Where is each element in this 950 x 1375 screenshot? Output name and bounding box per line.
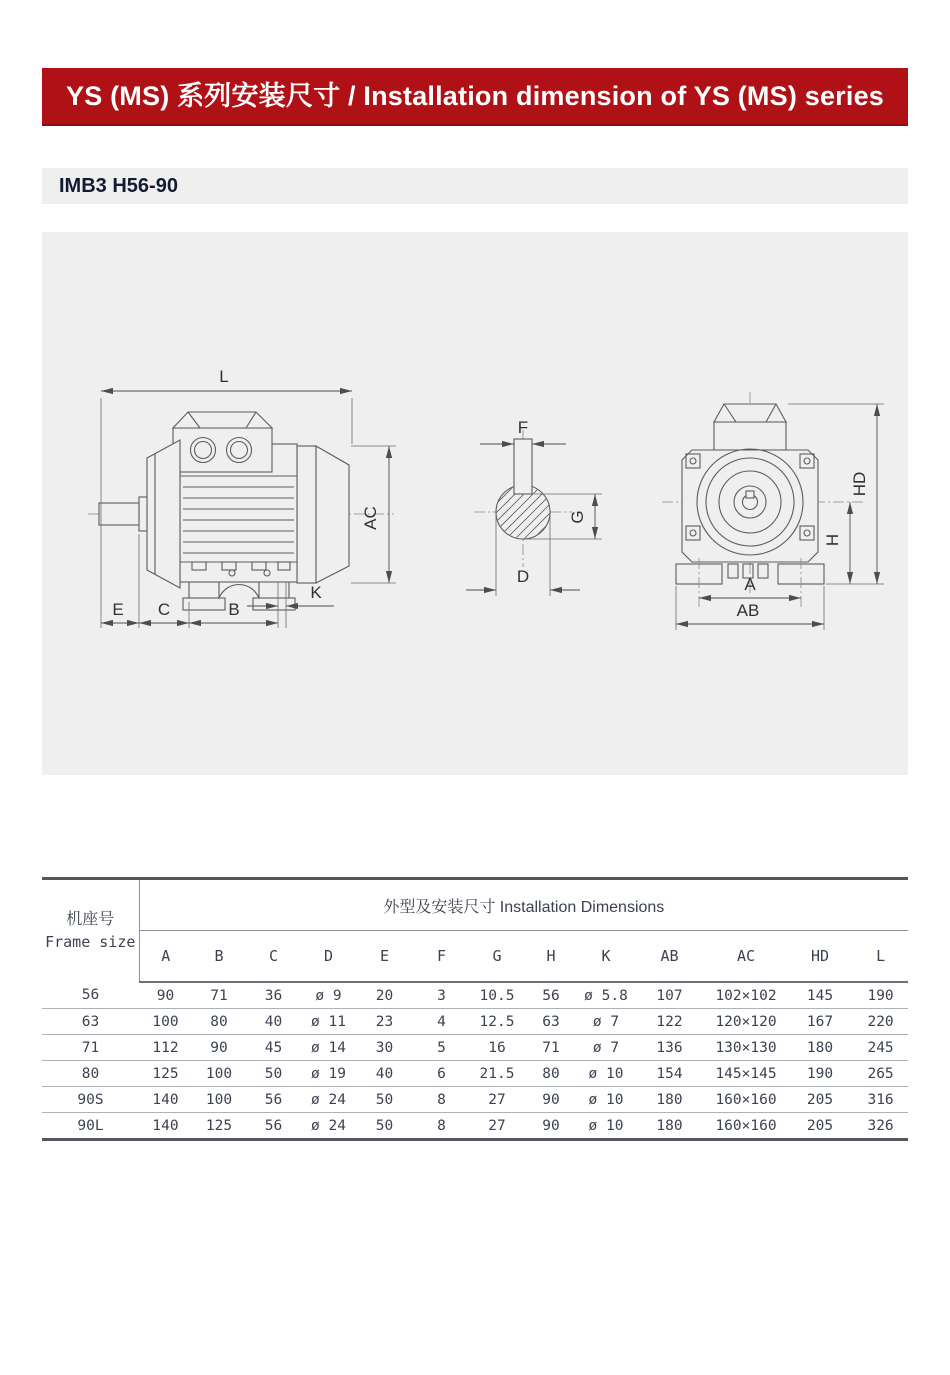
column-header: HD	[787, 931, 853, 983]
dimension-cell: 160×160	[705, 1087, 787, 1113]
dimension-cell: 30	[356, 1035, 413, 1061]
dimension-cell: 27	[488, 1117, 506, 1134]
dimension-cell: 12.5	[470, 1009, 524, 1035]
motor-drawing-svg	[42, 232, 908, 775]
table-row	[42, 982, 908, 1009]
dimension-cell: 130×130	[705, 1035, 787, 1061]
dimension-cell: ø 9	[301, 982, 356, 1009]
dim-label-B: B	[228, 600, 240, 619]
column-header: B	[192, 931, 246, 983]
column-header: A	[139, 931, 192, 983]
column-header: E	[356, 931, 413, 983]
frame-size-cell: 71	[42, 1035, 139, 1061]
dimension-cell: 40	[356, 1061, 413, 1087]
dimension-cell: 50	[356, 1087, 413, 1113]
dimension-cell: 112	[139, 1035, 192, 1061]
dimension-cell: 136	[634, 1035, 705, 1061]
frame-size-header	[42, 879, 139, 983]
table-row	[42, 1035, 908, 1061]
table-body	[42, 982, 908, 1140]
dimension-cell: 316	[853, 1087, 908, 1113]
page-title: YS (MS) 系列安装尺寸 / Installation dimension of YS (MS) series motor	[65, 81, 884, 168]
group-header: 外型及安装尺寸 Installation Dimensions	[139, 879, 908, 931]
dimension-cell: 50	[246, 1061, 301, 1087]
front-view	[662, 392, 884, 630]
frame-size-cell: 90L	[77, 1117, 104, 1134]
dimension-cell: 190	[787, 1061, 853, 1087]
column-header: L	[853, 931, 908, 983]
dimension-cell: 8	[413, 1087, 470, 1113]
column-header: AC	[705, 931, 787, 983]
dimension-cell: 20	[356, 982, 413, 1009]
dimension-cell: 140	[152, 1117, 179, 1134]
dimension-cell: 245	[853, 1035, 908, 1061]
dimension-cell: 56	[246, 1087, 301, 1113]
dimension-cell: 154	[634, 1061, 705, 1087]
dimension-cell: 180	[656, 1117, 683, 1134]
dimension-cell: ø 5.8	[578, 982, 634, 1009]
dimension-cell: 205	[806, 1117, 834, 1134]
dimension-cell: 265	[853, 1061, 908, 1087]
dimension-cell: ø 10	[588, 1117, 624, 1134]
dim-label-HD: HD	[850, 471, 869, 497]
shaft-section-view	[448, 418, 613, 596]
dim-label-AC: AC	[361, 506, 380, 530]
dimension-cell: 180	[634, 1087, 705, 1113]
frame-size-cell: 80	[42, 1061, 139, 1087]
column-header: G	[470, 931, 524, 983]
dimension-cell: 100	[139, 1009, 192, 1035]
dimension-cell: ø 24	[311, 1117, 346, 1134]
side-view	[88, 367, 396, 628]
dim-label-L: L	[219, 367, 229, 386]
dimension-cell: 180	[787, 1035, 853, 1061]
dimension-cell: 16	[470, 1035, 524, 1061]
dimension-cell: ø 11	[301, 1009, 356, 1035]
dimension-cell: 90	[524, 1087, 578, 1113]
dim-label-H: H	[823, 533, 842, 547]
dimension-cell: 40	[246, 1009, 301, 1035]
dim-label-C: C	[157, 600, 171, 619]
table-row	[42, 1009, 908, 1035]
dimension-cell: 6	[413, 1061, 470, 1087]
dimension-cell: 50	[375, 1117, 394, 1134]
dimension-cell: 21.5	[470, 1061, 524, 1087]
dimension-cell: ø 7	[578, 1035, 634, 1061]
dimension-cell: 205	[787, 1087, 853, 1113]
dimension-cell: 10.5	[470, 982, 524, 1009]
dimension-cell: 100	[192, 1087, 246, 1113]
dimension-cell: ø 24	[301, 1087, 356, 1113]
frame-size-cell: 63	[42, 1009, 139, 1035]
page	[0, 68, 950, 1141]
table-row	[42, 1113, 908, 1140]
dim-label-E: E	[112, 600, 124, 619]
dim-label-A: A	[744, 575, 756, 594]
dimension-cell: 4	[413, 1009, 470, 1035]
dim-label-K: K	[310, 583, 322, 602]
dim-label-G: G	[568, 510, 587, 524]
dimension-cell: 56	[524, 982, 578, 1009]
table-row	[42, 1087, 908, 1113]
section-label: IMB3 H56-90	[59, 175, 178, 197]
dimension-cell: 63	[524, 1009, 578, 1035]
dimension-cell: 80	[524, 1061, 578, 1087]
dimension-cell: 45	[246, 1035, 301, 1061]
dimension-cell: 125	[139, 1061, 192, 1087]
dimension-cell: ø 10	[578, 1087, 634, 1113]
dimension-cell: 326	[867, 1117, 894, 1134]
dimension-cell: ø 19	[301, 1061, 356, 1087]
dimension-cell: 120×120	[705, 1009, 787, 1035]
dimension-cell: 27	[470, 1087, 524, 1113]
dimension-cell: ø 14	[301, 1035, 356, 1061]
dimension-cell: 56	[264, 1117, 283, 1134]
dimension-table	[42, 877, 908, 1141]
dimension-cell: 90	[542, 1117, 560, 1134]
dim-label-F: F	[517, 418, 529, 437]
dimension-cell: 125	[205, 1117, 233, 1134]
frame-size-cell: 90S	[42, 1087, 139, 1113]
dimension-cell: 3	[413, 982, 470, 1009]
dimension-cell: 71	[192, 982, 246, 1009]
dim-label-D: D	[516, 567, 530, 586]
frame-size-header-en: Frame size	[45, 933, 136, 951]
column-header: C	[246, 931, 301, 983]
dimension-cell: 220	[853, 1009, 908, 1035]
dimension-cell: 36	[246, 982, 301, 1009]
dimension-cell: 8	[437, 1117, 446, 1134]
dimension-cell: 90	[139, 982, 192, 1009]
dimension-cell: 100	[192, 1061, 246, 1087]
dimension-cell: 5	[413, 1035, 470, 1061]
dimension-cell: 190	[853, 982, 908, 1009]
dimension-cell: 107	[634, 982, 705, 1009]
dimension-cell: 71	[524, 1035, 578, 1061]
column-header: H	[524, 931, 578, 983]
dimension-cell: 167	[787, 1009, 853, 1035]
dimension-cell: 80	[192, 1009, 246, 1035]
frame-size-header-zh: 机座号	[66, 911, 115, 928]
dimension-cell: 23	[356, 1009, 413, 1035]
dim-label-AB: AB	[736, 601, 760, 620]
column-header: D	[301, 931, 356, 983]
dimension-cell: 140	[139, 1087, 192, 1113]
column-header: K	[578, 931, 634, 983]
frame-size-cell: 56	[42, 982, 139, 1009]
dimension-cell: 145	[787, 982, 853, 1009]
dimension-cell: 160×160	[715, 1117, 777, 1134]
dimension-cell: 122	[634, 1009, 705, 1035]
dimension-cell: ø 7	[578, 1009, 634, 1035]
dimension-cell: 145×145	[705, 1061, 787, 1087]
dimension-cell: ø 10	[578, 1061, 634, 1087]
table-row	[42, 1061, 908, 1087]
column-header: F	[413, 931, 470, 983]
column-header: AB	[634, 931, 705, 983]
dimension-cell: 90	[192, 1035, 246, 1061]
dimension-cell: 102×102	[705, 982, 787, 1009]
technical-drawing	[42, 232, 908, 775]
title-banner	[42, 68, 908, 168]
column-header-row	[42, 931, 908, 983]
